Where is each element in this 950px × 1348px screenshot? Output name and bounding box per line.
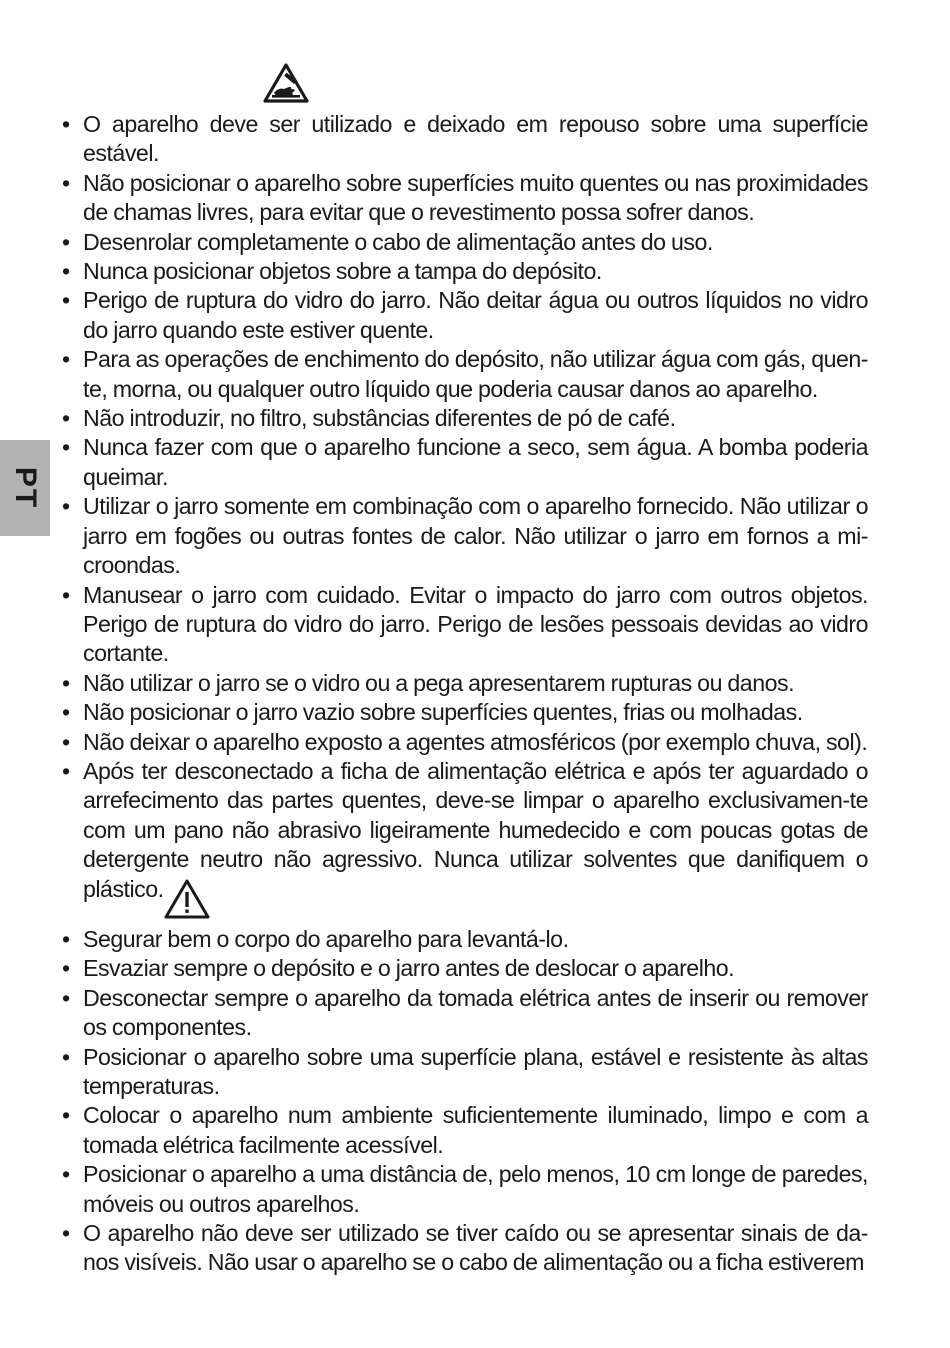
list-item-text: Após ter desconectado a ficha de alimentação elétrica e após ter aguardado o arrefecimento das partes quentes, deve-se limpar o aparelho exclusivamen-te com um pano não abrasivo ligeiramente humedecido e com poucas gotas de detergente neutro não agressivo. Nunca utilizar solventes que danifiquem o plástico.	[83, 757, 868, 902]
list-item	[62, 404, 868, 433]
list-item-text: Não utilizar o jarro se o vidro ou a pega apresentarem rupturas ou danos.	[83, 669, 795, 696]
bullet: •	[62, 493, 70, 520]
bullet: •	[62, 926, 70, 952]
bullet: •	[62, 258, 70, 285]
bullet: •	[62, 111, 70, 137]
bullet: •	[62, 228, 70, 255]
list-item	[62, 698, 868, 727]
safety-list-2	[62, 925, 868, 1278]
bullet: •	[62, 287, 70, 314]
list-item-text: Utilizar o jarro somente em combinação com o aparelho fornecido. Não utilizar o jarro em fogões ou outras fontes de calor. Não utilizar o jarro em fornos a mi-croondas.	[83, 493, 868, 579]
list-item-text: Desenrolar completamente o cabo de alimentação antes do uso.	[83, 228, 713, 255]
list-item	[62, 669, 868, 698]
list-item-text: Não deixar o aparelho exposto a agentes atmosféricos (por exemplo chuva, sol).	[83, 728, 868, 755]
bullet: •	[62, 669, 70, 696]
list-item	[62, 925, 868, 954]
list-item-text: Nunca fazer com que o aparelho funcione a seco, sem água. A bomba poderia queimar.	[83, 434, 868, 490]
language-tab-label: PT	[9, 466, 42, 510]
bullet: •	[62, 984, 70, 1011]
list-item-text: Posicionar o aparelho a uma distância de, pelo menos, 10 cm longe de paredes, móveis ou outros aparelhos.	[83, 1161, 868, 1217]
list-item-text: Desconectar sempre o aparelho da tomada elétrica antes de inserir ou remover os componentes.	[83, 984, 868, 1041]
bullet: •	[62, 581, 70, 608]
bullet: •	[62, 434, 70, 461]
list-item-text: Perigo de ruptura do vidro do jarro. Não deitar água ou outros líquidos no vidro do jarro quando este estiver quente.	[83, 287, 868, 343]
list-item	[62, 169, 868, 228]
bullet: •	[62, 405, 70, 432]
list-item-text: Esvaziar sempre o depósito e o jarro antes de deslocar o aparelho.	[83, 955, 735, 982]
bullet: •	[62, 1043, 70, 1070]
list-item-text: Posicionar o aparelho sobre uma superfície plana, estável e resistente às altas temperaturas.	[83, 1043, 868, 1100]
list-item	[62, 954, 868, 983]
list-item-text: Não introduzir, no filtro, substâncias diferentes de pó de café.	[83, 405, 676, 432]
safety-list-1	[62, 110, 868, 904]
list-item	[62, 257, 868, 286]
list-item-text: O aparelho deve ser utilizado e deixado em repouso sobre uma superfície estável.	[83, 111, 868, 167]
warning-triangle-icon	[163, 878, 211, 920]
list-item-text: O aparelho não deve ser utilizado se tiver caído ou se apresentar sinais de da-nos visíveis. Não usar o aparelho se o cabo de alimentação ou a ficha estiverem	[83, 1220, 868, 1276]
list-item	[62, 110, 868, 169]
list-item	[62, 286, 868, 345]
list-item-text: Segurar bem o corpo do aparelho para levantá-lo.	[83, 926, 569, 952]
bullet: •	[62, 1102, 70, 1129]
list-item	[62, 1160, 868, 1219]
list-item-text: Não posicionar o aparelho sobre superfícies muito quentes ou nas proximidades de chamas livres, para evitar que o revestimento possa sofrer danos.	[83, 169, 868, 226]
list-item-text: Colocar o aparelho num ambiente suficientemente iluminado, limpo e com a tomada elétrica facilmente acessível.	[83, 1102, 868, 1158]
list-item	[62, 1219, 868, 1278]
bullet: •	[62, 169, 70, 196]
list-item	[62, 345, 868, 404]
list-item-text: Para as operações de enchimento do depósito, não utilizar água com gás, quen-te, morna, ou qualquer outro líquido que poderia causar danos ao aparelho.	[83, 346, 868, 402]
bullet: •	[62, 699, 70, 726]
bullet: •	[62, 1220, 70, 1247]
list-item	[62, 581, 868, 669]
bullet: •	[62, 1161, 70, 1188]
list-item	[62, 433, 868, 492]
list-item-text: Manusear o jarro com cuidado. Evitar o impacto do jarro com outros objetos. Perigo de ruptura do vidro do jarro. Perigo de lesões pessoais devidas ao vidro cortante.	[83, 581, 868, 667]
list-item	[62, 728, 868, 757]
list-item	[62, 984, 868, 1043]
language-tab	[0, 440, 50, 536]
list-item	[62, 228, 868, 257]
list-item	[62, 492, 868, 580]
list-item-text: Nunca posicionar objetos sobre a tampa do depósito.	[83, 258, 602, 285]
list-item	[62, 1043, 868, 1102]
list-item	[62, 1101, 868, 1160]
bullet: •	[62, 955, 70, 982]
bullet: •	[62, 728, 70, 755]
bullet: •	[62, 757, 70, 784]
list-item-text: Não posicionar o jarro vazio sobre superfícies quentes, frias ou molhadas.	[83, 699, 803, 726]
hand-crush-warning-icon	[262, 62, 310, 104]
bullet: •	[62, 346, 70, 373]
